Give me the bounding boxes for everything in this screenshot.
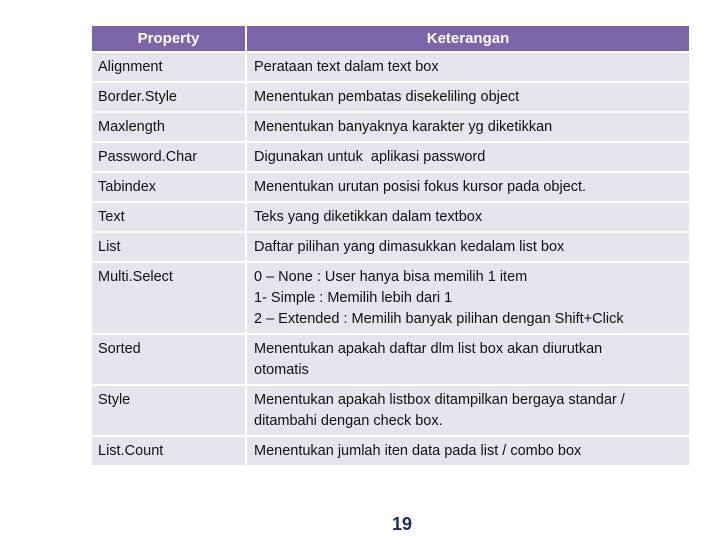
- property-name: Password.Char: [92, 143, 245, 171]
- property-description: [247, 335, 689, 384]
- description-line: 1- Simple : Memilih lebih dari 1: [254, 290, 453, 306]
- header-keterangan: Keterangan: [247, 26, 689, 51]
- property-name: List.Count: [92, 437, 245, 465]
- property-description: [247, 113, 689, 141]
- property-name: List: [92, 233, 245, 261]
- table-row: [92, 437, 689, 465]
- property-description: [247, 386, 689, 435]
- table-row: [92, 113, 689, 141]
- description-line: Menentukan urutan posisi fokus kursor pada object.: [254, 179, 587, 195]
- description-line: Digunakan untuk aplikasi password: [254, 149, 486, 165]
- description-line: 2 – Extended : Memilih banyak pilihan dengan Shift+Click: [254, 311, 624, 327]
- header-property: Property: [92, 26, 245, 51]
- property-table: [90, 24, 691, 467]
- description-line: Menentukan apakah daftar dlm list box akan diurutkan: [254, 341, 603, 357]
- property-description: [247, 173, 689, 201]
- property-description: [247, 203, 689, 231]
- property-name: Alignment: [92, 53, 245, 81]
- property-description: [247, 263, 689, 333]
- table-row: [92, 53, 689, 81]
- table-row: [92, 263, 689, 333]
- table-row: [92, 83, 689, 111]
- description-line: Menentukan apakah listbox ditampilkan bergaya standar /: [254, 392, 625, 408]
- description-line: Daftar pilihan yang dimasukkan kedalam list box: [254, 239, 565, 255]
- description-line: Menentukan pembatas disekeliling object: [254, 89, 520, 105]
- property-name: Sorted: [92, 335, 245, 384]
- property-name: Border.Style: [92, 83, 245, 111]
- property-name: Maxlength: [92, 113, 245, 141]
- table-row: [92, 335, 689, 384]
- description-line: 0 – None : User hanya bisa memilih 1 item: [254, 269, 528, 285]
- property-description: [247, 437, 689, 465]
- property-description: [247, 53, 689, 81]
- description-line: ditambahi dengan check box.: [254, 413, 443, 429]
- description-line: Teks yang diketikkan dalam textbox: [254, 209, 483, 225]
- description-line: otomatis: [254, 362, 309, 378]
- property-description: [247, 233, 689, 261]
- description-line: Perataan text dalam text box: [254, 59, 439, 75]
- table-header-row: [92, 26, 689, 51]
- property-name: Multi.Select: [92, 263, 245, 333]
- table-row: [92, 173, 689, 201]
- property-name: Text: [92, 203, 245, 231]
- property-name: Style: [92, 386, 245, 435]
- table-row: [92, 233, 689, 261]
- property-description: [247, 143, 689, 171]
- property-description: [247, 83, 689, 111]
- description-line: Menentukan jumlah iten data pada list / combo box: [254, 443, 582, 459]
- table-row: [92, 203, 689, 231]
- table-row: [92, 386, 689, 435]
- description-line: Menentukan banyaknya karakter yg diketikkan: [254, 119, 553, 135]
- table-row: [92, 143, 689, 171]
- page-number: 19: [391, 514, 413, 534]
- property-name: Tabindex: [92, 173, 245, 201]
